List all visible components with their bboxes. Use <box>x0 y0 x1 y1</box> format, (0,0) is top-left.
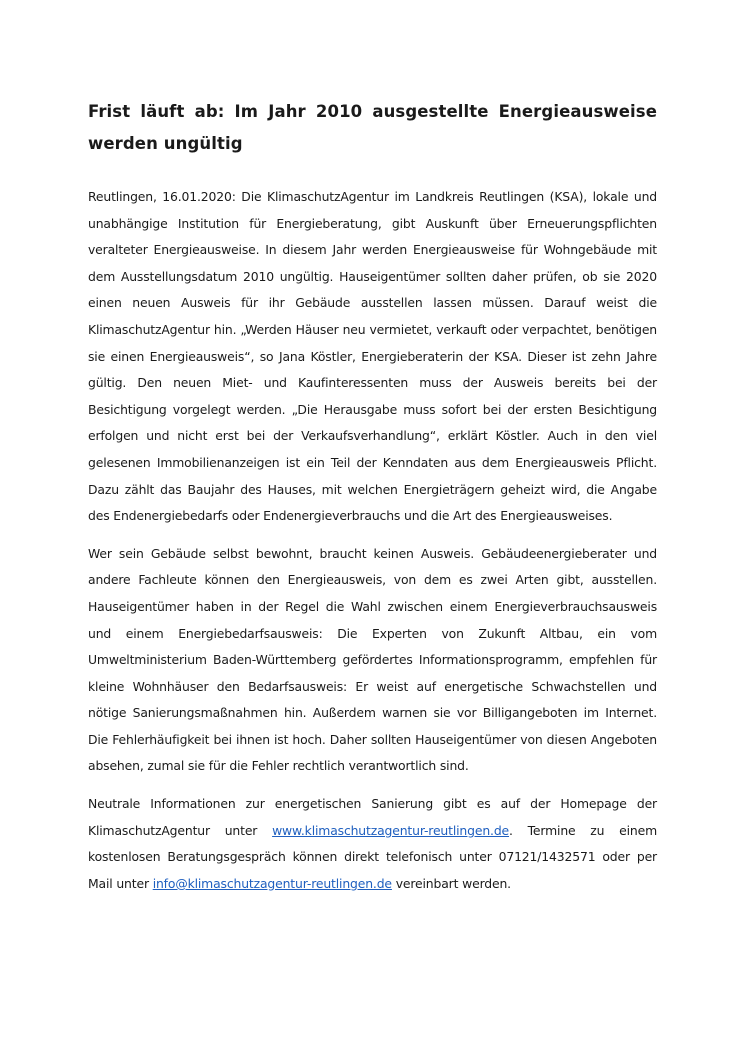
paragraph-3-text-end: vereinbart werden. <box>391 875 511 891</box>
paragraph-3 <box>88 791 657 897</box>
website-link[interactable]: www.klimaschutzagentur-reutlingen.de <box>272 822 510 838</box>
email-link[interactable]: info@klimaschutzagentur-reutlingen.de <box>152 875 392 891</box>
headline: Frist läuft ab: Im Jahr 2010 ausgestellte Energieausweise werden ungültig <box>88 102 657 153</box>
paragraph-1: Reutlingen, 16.01.2020: Die KlimaschutzAgentur im Landkreis Reutlingen (KSA), lokale und unabhängige Institution für Energieberatung, gibt Auskunft über Erneuerungspflichten veralteter Energieausweise. In diesem Jahr werden Energieausweise für Wohngebäude mit dem Ausstellungsdatum 2010 ungültig. Hauseigentümer sollten daher prüfen, ob sie 2020 einen neuen Ausweis für ihr Gebäude ausstellen lassen müssen. Darauf weist die KlimaschutzAgentur hin. „Werden Häuser neu vermietet, verkauft oder verpachtet, benötigen sie einen Energieausweis“, so Jana Köstler, Energieberaterin der KSA. Dieser ist zehn Jahre gültig. Den neuen Miet- und Kaufinteressenten muss der Ausweis bereits bei der Besichtigung vorgelegt werden. „Die Herausgabe muss sofort bei der ersten Besichtigung erfolgen und nicht erst bei der Verkaufsverhandlung“, erklärt Köstler. Auch in den viel gelesenen Immobilienanzeigen ist ein Teil der Kenndaten aus dem Energieausweis Pflicht. Dazu zählt das Baujahr des Hauses, mit welchen Energieträgern geheizt wird, die Angabe des Endenergiebedarfs oder Endenergieverbrauchs und die Art des Energieausweises. <box>88 189 657 524</box>
paragraph-3-text-middle: . Termine zu einem kostenlosen Beratungsgespräch können direkt telefonisch unter 07121/1432571 oder per Mail unter <box>88 822 657 891</box>
paragraph-2: Wer sein Gebäude selbst bewohnt, braucht keinen Ausweis. Gebäudeenergieberater und andere Fachleute können den Energieausweis, von dem es zwei Arten gibt, ausstellen. Hauseigentümer haben in der Regel die Wahl zwischen einem Energieverbrauchsausweis und einem Energiebedarfsausweis: Die Experten von Zukunft Altbau, ein vom Umweltministerium Baden-Württemberg gefördertes Informationsprogramm, empfehlen für kleine Wohnhäuser den Bedarfsausweis: Er weist auf energetische Schwachstellen und nötige Sanierungsmaßnahmen hin. Außerdem warnen sie vor Billigangeboten im Internet. Die Fehlerhäufigkeit bei ihnen ist hoch. Daher sollten Hauseigentümer von diesen Angeboten absehen, zumal sie für die Fehler rechtlich verantwortlich sind. <box>88 545 657 774</box>
paragraph-3-text-start: Neutrale Informationen zur energetischen Sanierung gibt es auf der Homepage der KlimaschutzAgentur unter <box>88 796 657 838</box>
document-page <box>88 96 657 908</box>
